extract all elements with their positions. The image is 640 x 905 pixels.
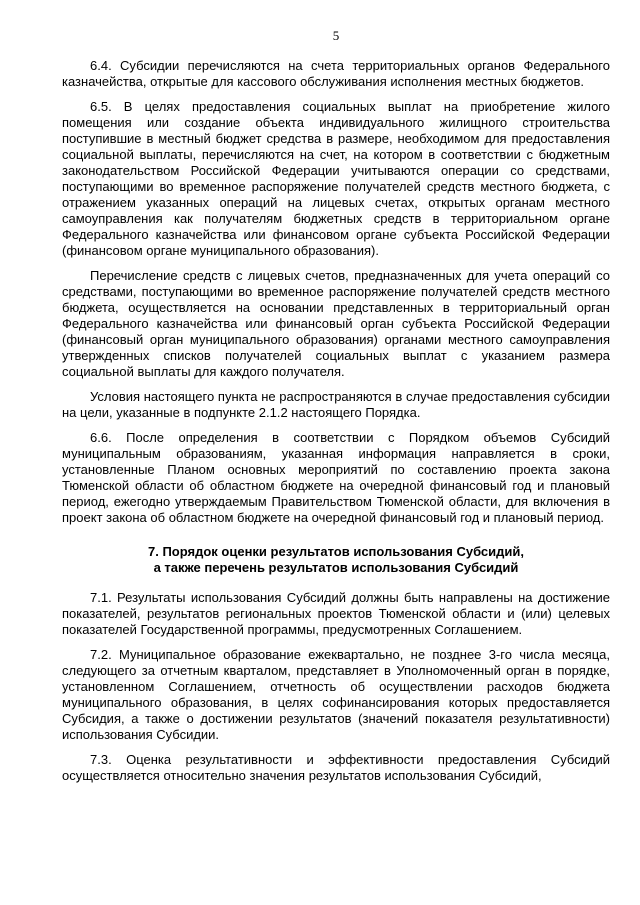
paragraph-6-5-transfer: Перечисление средств с лицевых счетов, предназначенных для учета операций со средствами, поступающими во временное распоряжение получателей средств местного бюджета, осуществляется на основании представленных в территориальный орган Федерального казначейства или финансовый орган субъекта Российской Федерации (финансовый орган муниципального образования) органами местного самоуправления утвержденных списков получателей социальных выплат с указанием размера социальной выплаты для каждого получателя. bbox=[62, 268, 610, 379]
page-number: 5 bbox=[332, 28, 340, 43]
paragraph-6-6: 6.6. После определения в соответствии с Порядком объемов Субсидий муниципальным образованиям, указанная информация направляется в сроки, установленные Планом основных мероприятий по составлению проекта закона Тюменской области об областном бюджете на очередной финансовый год и плановый период, ежегодно утверждаемым Правительством Тюменской области, для включения в проект закона об областном бюджете на очередной финансовый год и плановый период. bbox=[62, 430, 610, 525]
paragraph-6-5: 6.5. В целях предоставления социальных выплат на приобретение жилого помещения или создание объекта индивидуального жилищного строительства поступившие в местный бюджет средства в размере, необходимом для предоставления социальной выплаты, перечисляются на счет, на котором в соответствии с бюджетным законодательством Российской Федерации учитываются операции со средствами, поступающими во временное распоряжение получателей средств местного бюджета, с отражением указанных операций на лицевых счетах, открытых органам местного самоуправления как получателям бюджетных средств в территориальном органе Федерального казначейства или финансовом органе субъекта Российской Федерации (финансовом органе муниципального образования). bbox=[62, 99, 610, 258]
section-7-heading-line-2: а также перечень результатов использования Субсидий bbox=[153, 560, 519, 575]
paragraph-7-3: 7.3. Оценка результативности и эффективности предоставления Субсидий осуществляется относительно значения результатов использования Субсидий, bbox=[62, 752, 610, 783]
document-page bbox=[62, 28, 610, 793]
paragraph-7-1: 7.1. Результаты использования Субсидий должны быть направлены на достижение показателей, результатов региональных проектов Тюменской области и (или) целевых показателей Государственной программы, предусмотренных Соглашением. bbox=[62, 590, 610, 637]
section-7-heading bbox=[62, 544, 610, 576]
paragraph-7-2: 7.2. Муниципальное образование ежеквартально, не позднее 3-го числа месяца, следующего за отчетным кварталом, представляет в Уполномоченный орган в порядке, установленном Соглашением, отчетность об осуществлении расходов бюджета муниципального образования, в целях софинансирования которых предоставляется Субсидия, а также о достижении результатов (значений показателя результативности) использования Субсидии. bbox=[62, 647, 610, 742]
section-7-heading-line-1: 7. Порядок оценки результатов использования Субсидий, bbox=[148, 544, 524, 559]
paragraph-6-5-conditions: Условия настоящего пункта не распространяются в случае предоставления субсидии на цели, указанные в подпункте 2.1.2 настоящего Порядка. bbox=[62, 389, 610, 420]
paragraph-6-4: 6.4. Субсидии перечисляются на счета территориальных органов Федерального казначейства, открытые для кассового обслуживания исполнения местных бюджетов. bbox=[62, 58, 610, 89]
